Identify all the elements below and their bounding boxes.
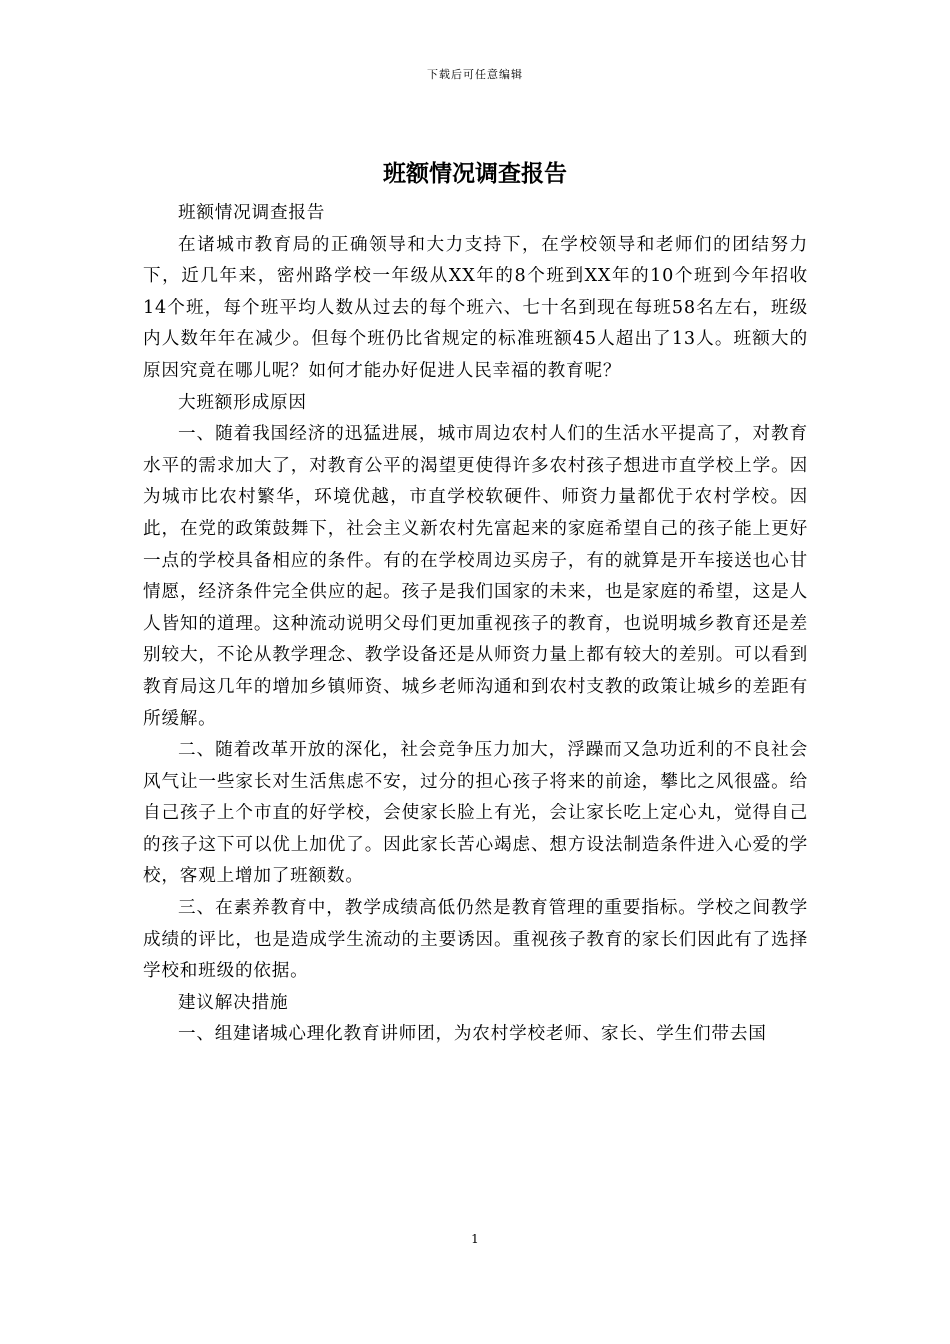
document-body xyxy=(143,198,808,1051)
paragraph-subtitle: 班额情况调查报告 xyxy=(178,203,326,223)
paragraph-cause-2: 二、随着改革开放的深化，社会竞争压力加大，浮躁而又急功近利的不良社会风气让一些家长对生活焦虑不安，过分的担心孩子将来的前途，攀比之风很盛。给自己孩子上个市直的好学校，会使家长脸上有光，会让家长吃上定心丸，觉得自己的孩子这下可以优上加优了。因此家长苦心竭虑、想方设法制造条件进入心爱的学校，客观上增加了班额数。 xyxy=(143,740,808,887)
section-heading-causes: 大班额形成原因 xyxy=(178,392,307,413)
paragraph-cause-3: 三、在素养教育中，教学成绩高低仍然是教育管理的重要指标。学校之间教学成绩的评比，也是造成学生流动的主要诱因。重视孩子教育的家长们因此有了选择学校和班级的依据。 xyxy=(143,898,808,982)
paragraph-intro: 在诸城市教育局的正确领导和大力支持下，在学校领导和老师们的团结努力下，近几年来，密州路学校一年级从XX年的8个班到XX年的10个班到今年招收14个班，每个班平均人数从过去的每个班六、七十名到现在每班58名左右，班级内人数年年在减少。但每个班仍比省规定的标准班额45人超出了13人。班额大的原因究竟在哪儿呢？如何才能办好促进人民幸福的教育呢？ xyxy=(143,234,808,381)
header-note: 下载后可任意编辑 xyxy=(427,68,523,81)
paragraph-cause-1: 一、随着我国经济的迅猛进展，城市周边农村人们的生活水平提高了，对教育水平的需求加大了，对教育公平的渴望更使得许多农村孩子想进市直学校上学。因为城市比农村繁华，环境优越，市直学校软硬件、师资力量都优于农村学校。因此，在党的政策鼓舞下，社会主义新农村先富起来的家庭希望自己的孩子能上更好一点的学校具备相应的条件。有的在学校周边买房子，有的就算是开车接送也心甘情愿，经济条件完全供应的起。孩子是我们国家的未来，也是家庭的希望，这是人人皆知的道理。这种流动说明父母们更加重视孩子的教育，也说明城乡教育还是差别较大，不论从教学理念、教学设备还是从师资力量上都有较大的差别。可以看到教育局这几年的增加乡镇师资、城乡老师沟通和到农村支教的政策让城乡的差距有所缓解。 xyxy=(143,424,808,729)
paragraph-measure-1: 一、组建诸城心理化教育讲师团，为农村学校老师、家长、学生们带去国 xyxy=(178,1024,767,1045)
page-number: 1 xyxy=(471,1232,479,1246)
document-title: 班额情况调查报告 xyxy=(383,161,567,187)
section-heading-measures: 建议解决措施 xyxy=(178,992,289,1013)
